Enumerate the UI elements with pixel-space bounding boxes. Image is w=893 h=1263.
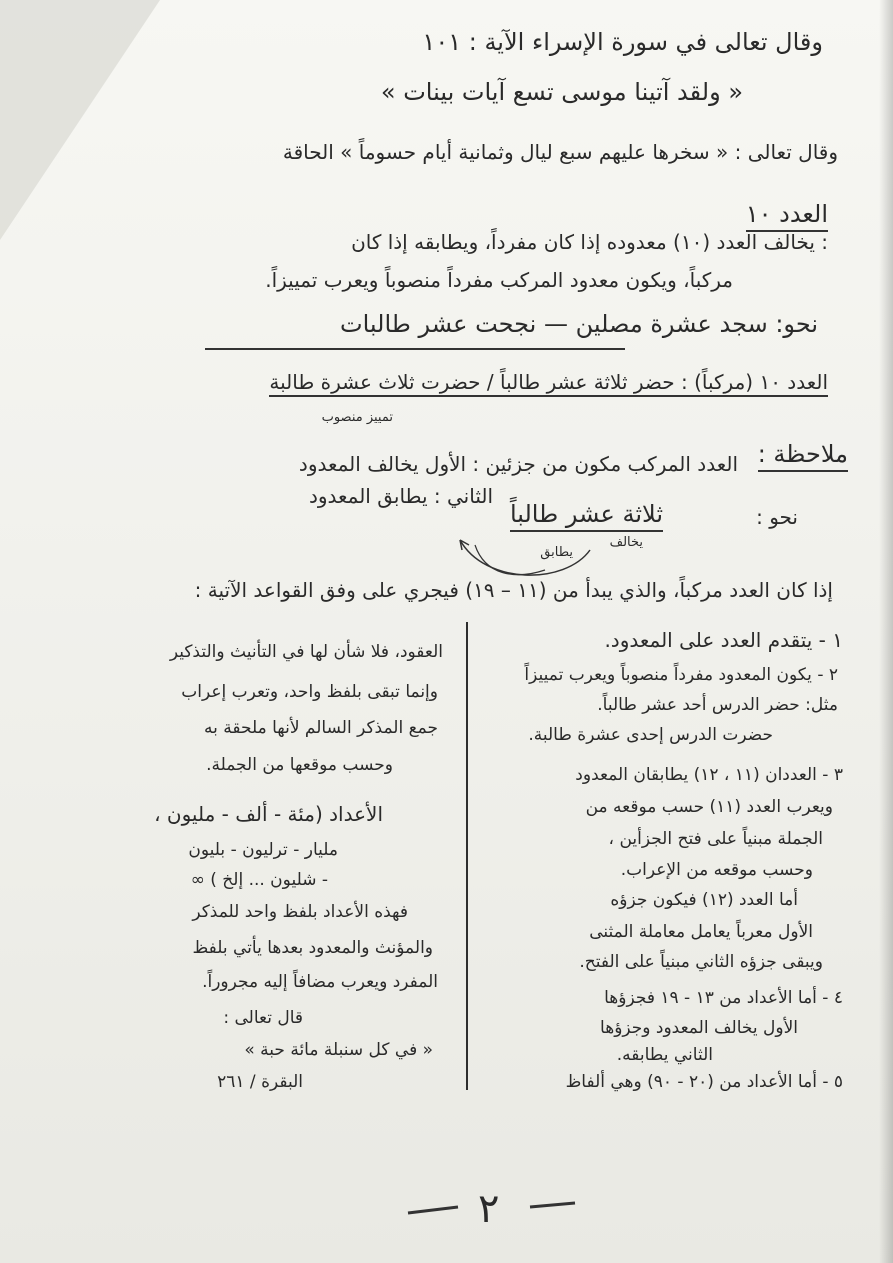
- right-col-line-14: الثاني يطابقه.: [616, 1045, 713, 1065]
- page-number: [400, 1185, 580, 1235]
- right-col-line-12: ٤ - أما الأعداد من ١٣ - ١٩ فجزؤها: [604, 988, 843, 1008]
- right-col-line-5: ٣ - العددان (١١ ، ١٢) يطابقان المعدود: [575, 765, 843, 785]
- right-col-line-8: وحسب موقعه من الإعراب.: [620, 860, 813, 880]
- folded-corner: [0, 0, 160, 240]
- example-prefix: نحو :: [756, 505, 798, 529]
- right-col-line-6: ويعرب العدد (١١) حسب موقعه من: [585, 797, 833, 817]
- rule-10-line-2: مركباً، ويكون معدود المركب مفرداً منصوباً ويعرب تمييزاً.: [265, 268, 733, 292]
- label-match: يطابق: [540, 545, 573, 560]
- note-line-1: العدد المركب مكون من جزئين : الأول يخالف المعدود: [298, 452, 738, 476]
- page-number-value: ٢: [478, 1186, 500, 1232]
- compound-example: ثلاثة عشر طالباً: [510, 500, 663, 532]
- tamyeez-note: تمييز منصوب: [321, 410, 393, 425]
- left-col-line-6: مليار - ترليون - بليون: [188, 840, 338, 860]
- left-col-line-1: العقود، فلا شأن لها في التأنيث والتذكير: [169, 642, 443, 662]
- example-underline: [205, 348, 625, 350]
- right-col-line-15: ٥ - أما الأعداد من (٢٠ - ٩٠) وهي ألفاظ: [565, 1072, 843, 1092]
- right-col-line-3: مثل: حضر الدرس أحد عشر طالباً.: [597, 695, 838, 715]
- line-quran-intro: وقال تعالى في سورة الإسراء الآية : ١٠١: [422, 28, 823, 56]
- note-line-2: الثاني : يطابق المعدود: [308, 484, 493, 508]
- rule-10-line-1: : يخالف العدد (١٠) معدوده إذا كان مفرداً، ويطابقه إذا كان: [351, 230, 828, 254]
- right-col-line-10: الأول معرباً يعامل معاملة المثنى: [589, 922, 813, 942]
- left-col-line-4: وحسب موقعها من الجملة.: [206, 755, 393, 775]
- left-col-line-7: - شليون ... إلخ ) ∞: [190, 870, 328, 890]
- right-col-line-2: ٢ - يكون المعدود مفرداً منصوباً ويعرب تمييزاً: [524, 665, 838, 685]
- right-col-line-13: الأول يخالف المعدود وجزؤها: [600, 1018, 798, 1038]
- rules-intro: إذا كان العدد مركباً، والذي يبدأ من (١١ – ١٩) فيجري على وفق القواعد الآتية :: [194, 578, 833, 602]
- right-col-line-7: الجملة مبنياً على فتح الجزأين ،: [608, 829, 823, 849]
- right-col-line-11: ويبقى جزؤه الثاني مبنياً على الفتح.: [579, 952, 823, 972]
- left-col-line-10: المفرد ويعرب مضافاً إليه مجروراً.: [202, 972, 438, 992]
- example-10: نحو: سجد عشرة مصلين — نجحت عشر طالبات: [339, 310, 818, 338]
- page-edge-shadow: [879, 0, 893, 1263]
- left-col-line-2: وإنما تبقى بلفظ واحد، وتعرب إعراب: [181, 682, 438, 702]
- left-col-line-9: والمؤنث والمعدود بعدها يأتي بلفظ: [192, 938, 433, 958]
- left-col-line-11: قال تعالى :: [223, 1008, 303, 1028]
- left-col-line-3: جمع المذكر السالم لأنها ملحقة به: [204, 718, 438, 738]
- right-col-line-4: حضرت الدرس إحدى عشرة طالبة.: [528, 725, 773, 745]
- heading-note: ملاحظة :: [758, 440, 848, 472]
- heading-number-10: العدد ١٠: [746, 200, 828, 232]
- example-10-compound: العدد ١٠ (مركباً) : حضر ثلاثة عشر طالباً / حضرت ثلاث عشرة طالبة: [269, 370, 828, 397]
- column-divider: [466, 622, 468, 1090]
- left-col-line-5: الأعداد (مئة - ألف - مليون ،: [154, 802, 383, 826]
- right-col-line-1: ١ - يتقدم العدد على المعدود.: [604, 628, 843, 652]
- line-quran-verse-1: « ولقد آتينا موسى تسع آيات بينات »: [380, 78, 743, 106]
- label-mismatch: يخالف: [609, 535, 643, 550]
- left-col-line-13: البقرة / ٢٦١: [217, 1072, 303, 1092]
- left-col-line-12: « في كل سنبلة مائة حبة »: [244, 1040, 433, 1060]
- line-quran-verse-2: وقال تعالى : « سخرها عليهم سبع ليال وثمانية أيام حسوماً » الحاقة: [282, 140, 838, 164]
- right-col-line-9: أما العدد (١٢) فيكون جزؤه: [610, 890, 798, 910]
- left-col-line-8: فهذه الأعداد بلفظ واحد للمذكر: [192, 902, 408, 922]
